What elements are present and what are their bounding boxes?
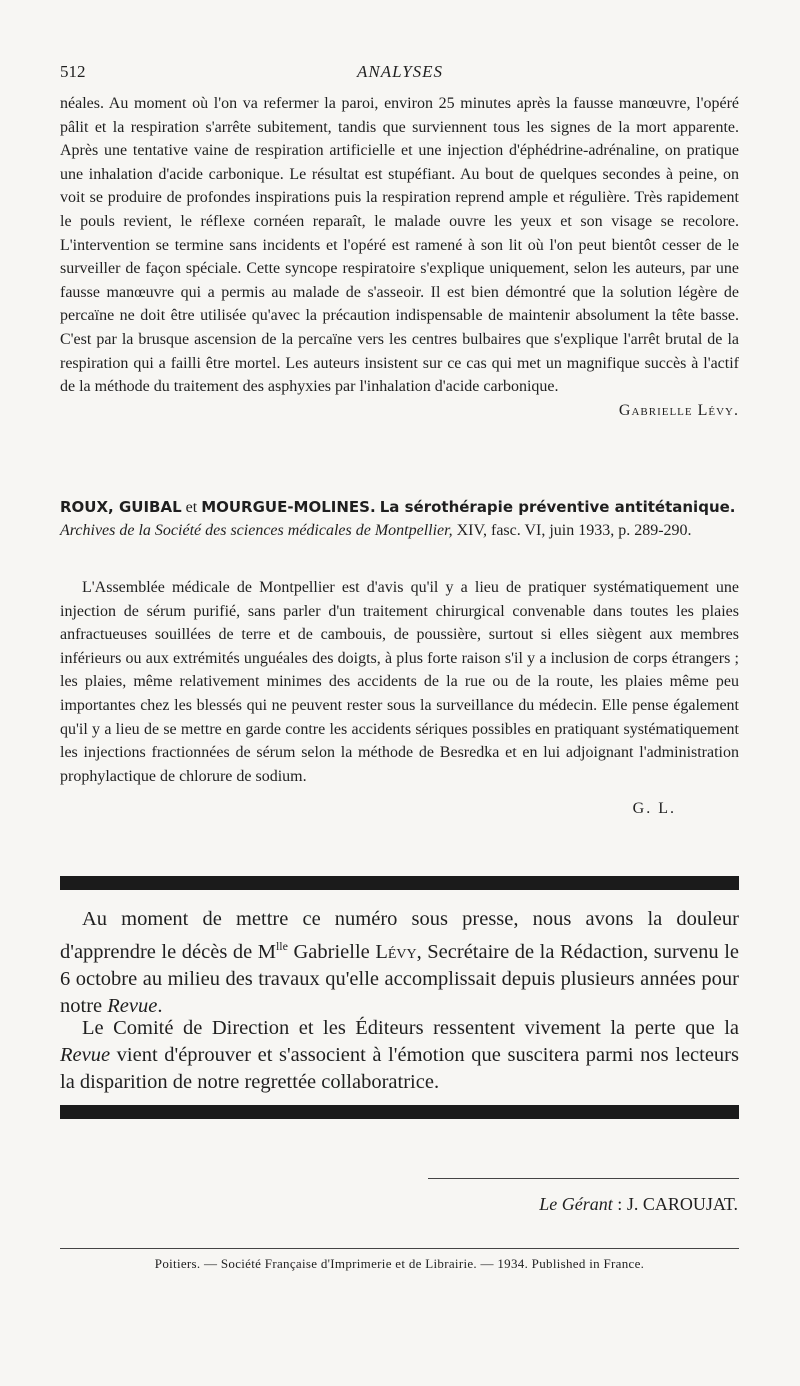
page-header xyxy=(60,62,740,86)
gerant-label: Le Gérant xyxy=(539,1194,613,1214)
review-paragraph-2 xyxy=(60,576,739,788)
reference-joiner: et xyxy=(185,499,198,516)
black-rule-top xyxy=(60,876,739,890)
notice-2-text-a: Le Comité de Direction et les Éditeurs ressentent vivement la perte que la xyxy=(82,1017,739,1039)
reference-journal: Archives de la Société des sciences médicales de Montpellier, xyxy=(60,521,453,539)
notice-1-text-d: . xyxy=(157,994,163,1017)
black-rule-bottom xyxy=(60,1105,739,1119)
page-number: 512 xyxy=(60,62,86,81)
notice-1-surname: Lévy xyxy=(375,940,417,963)
reference-authors-b: MOURGUE-MOLINES. xyxy=(201,498,376,516)
notice-1-text-c: , Secrétaire de la Rédaction, survenu le 6 octobre au milieu des travaux qu'elle accomplissait depuis plusieurs années pour notre xyxy=(60,940,739,1017)
footer-rule xyxy=(60,1248,739,1249)
notice-1-revue: Revue xyxy=(107,994,158,1017)
notice-1-superscript: lle xyxy=(275,939,288,953)
death-notice-paragraph-2 xyxy=(60,1015,739,1096)
reference-authors-a: ROUX, GUIBAL xyxy=(60,498,182,516)
printer-imprint: Poitiers. — Société Française d'Imprimerie et de Librairie. — 1934. Published in France. xyxy=(154,1256,645,1271)
gerant-line xyxy=(539,1194,738,1215)
running-title: ANALYSES xyxy=(356,62,444,81)
notice-2-text-b: vient d'éprouver et s'associent à l'émotion que suscitera parmi nos lecteurs la disparition de notre regrettée collaboratrice. xyxy=(60,1044,739,1093)
review-1-text: néales. Au moment où l'on va refermer la paroi, environ 25 minutes après la fausse manœuvre, l'opéré pâlit et la respiration s'arrête subitement, tandis que surviennent tous les signes de la mort apparente. Après une tentative vaine de respiration artificielle et une injection d'éphédrine-adrénaline, on pratique une inhalation d'acide carbonique. Le résultat est stupéfiant. Au bout de quelques secondes à peine, on voit se produire de profondes inspirations puis la respiration reprend ample et régulière. Très rapidement le pouls revient, le réflexe cornéen reparaît, le malade ouvre les yeux et son visage se recolore. L'intervention se termine sans incidents et l'opéré est ramené à son lit où l'on peut bientôt cesser de le surveiller de façon spéciale. Cette syncope respiratoire s'explique uniquement, selon les auteurs, par une fausse manœuvre qui a permis au malade de s'asseoir. Il est bien démontré que la solution légère de percaïne ne doit être utilisée qu'avec la précaution indispensable de maintenir absolument la tête basse. C'est par la brusque ascension de la percaïne vers les centres bulbaires que s'explique l'arrêt brutal de la respiration qui a failli être mortel. Les auteurs insistent sur ce cas qui met un magnifique succès à l'actif de la méthode du traitement des asphyxies par l'inhalation d'acide carbonique. xyxy=(60,95,739,396)
gerant-rule xyxy=(428,1178,739,1179)
death-notice-paragraph-1 xyxy=(60,906,739,1020)
notice-1-text-b: Gabrielle xyxy=(287,940,376,963)
review-paragraph-1 xyxy=(60,92,739,422)
gerant-separator: : xyxy=(612,1194,627,1214)
review-2-text: L'Assemblée médicale de Montpellier est d'avis qu'il y a lieu de pratiquer systématiquement une injection de sérum purifié, sans parler d'un traitement chirurgical convenable dans toutes les plaies anfractueuses souillées de terre et de cambouis, de poussière, surtout si elles siègent aux membres inférieurs ou aux extrémités unguéales des doigts, à plus forte raison s'il y a inclusion de corps étrangers ; les plaies, même relativement minimes des accidents de la rue ou de la route, les plaies même peu importantes chez les blessés qui ne peuvent rester sous la surveillance du médecin. Elle pense également qu'il y a lieu de se mettre en garde contre les accidents sériques possibles en pratiquant systématiquement les injections fractionnées de sérum selon la méthode de Besredka et en lui adjoignant l'administration prophylactique de chlorure de sodium. xyxy=(60,579,739,785)
review-2-signature: G. L. xyxy=(632,800,676,817)
review-1-signature: Gabrielle Lévy. xyxy=(618,401,739,419)
notice-2-revue: Revue xyxy=(60,1044,111,1066)
bibliographic-reference xyxy=(60,496,739,542)
reference-details: XIV, fasc. VI, juin 1933, p. 289-290. xyxy=(456,521,692,539)
gerant-name: J. CAROUJAT. xyxy=(626,1194,738,1214)
notice-1-text-a: Au moment de mettre ce numéro sous presse, nous avons la douleur d'apprendre le décès de M xyxy=(60,908,739,963)
reference-title: La sérothérapie préventive antitétanique. xyxy=(379,498,736,516)
